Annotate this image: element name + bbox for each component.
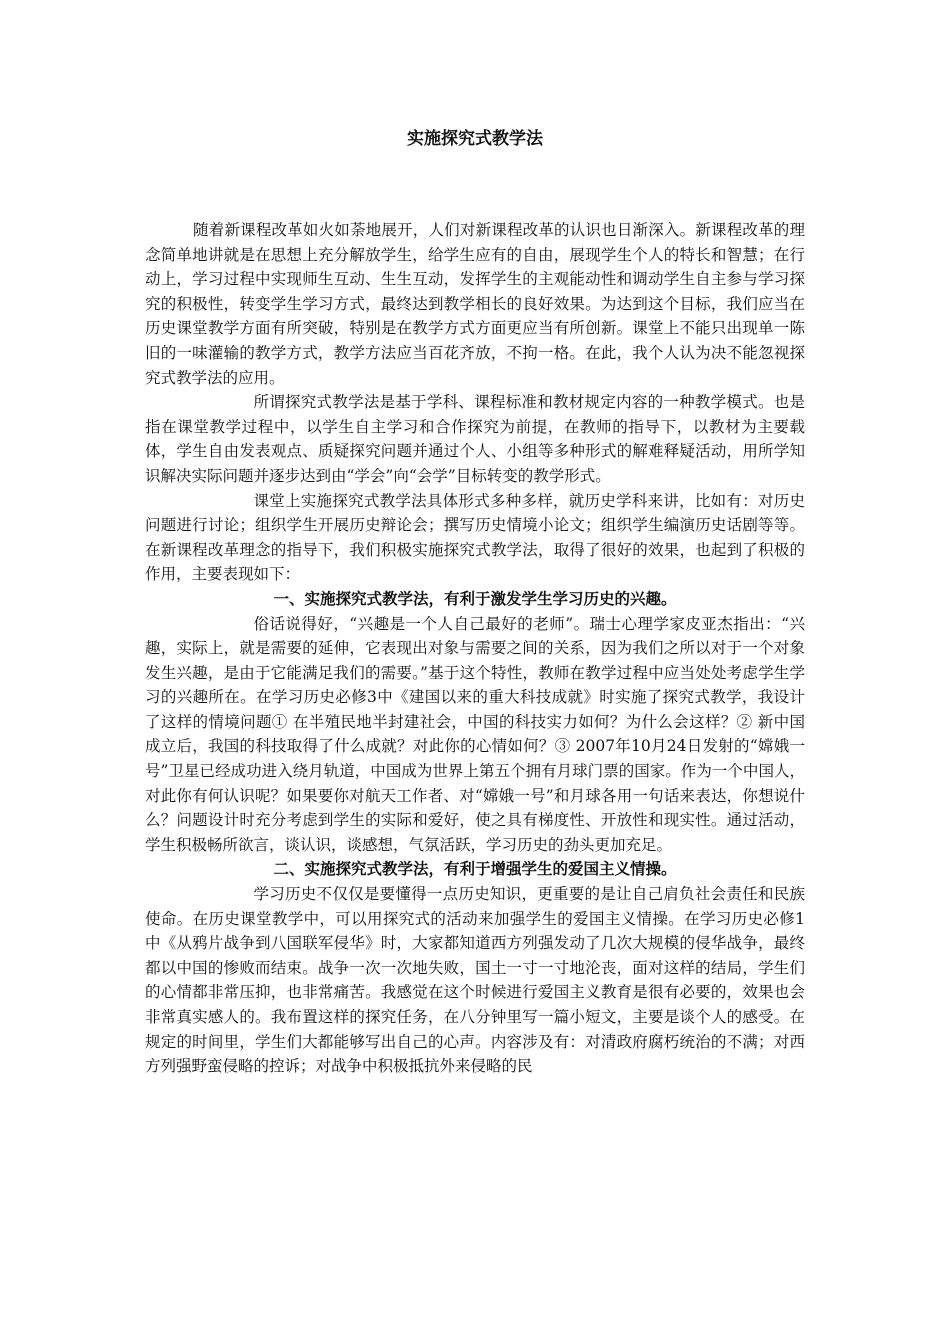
document-body xyxy=(145,218,805,1079)
paragraph-intro: 随着新课程改革如火如荼地展开，人们对新课程改革的认识也日渐深入。新课程改革的理念简单地讲就是在思想上充分解放学生，给学生应有的自由，展现学生个人的特长和智慧；在行动上，学习过程中实现师生互动、生生互动，发挥学生的主观能动性和调动学生自主参与学习探究的积极性，转变学生学习方式，最终达到教学相长的良好效果。为达到这个目标，我们应当在历史课堂教学方面有所突破，特别是在教学方式方面更应当有所创新。课堂上不能只出现单一陈旧的一味灌输的教学方式，教学方法应当百花齐放，不拘一格。在此，我个人认为决不能忽视探究式教学法的应用。 xyxy=(145,221,805,387)
section-heading-2: 二、实施探究式教学法，有利于增强学生的爱国主义情操。 xyxy=(273,859,677,879)
paragraph-definition: 所谓探究式教学法是基于学科、课程标准和教材规定内容的一种教学模式。也是指在课堂教学过程中，以学生自主学习和合作探究为前提，在教师的指导下，以教材为主要载体，学生自由发表观点、质疑探究问题并通过个人、小组等多种形式的解难释疑活动，用所学知识解决实际问题并逐步达到由“学会”向“会学”目标转变的教学形式。 xyxy=(145,393,805,485)
document-title: 实施探究式教学法 xyxy=(407,129,543,149)
section-heading-1: 一、实施探究式教学法，有利于激发学生学习历史的兴趣。 xyxy=(273,588,677,608)
paragraph-forms: 课堂上实施探究式教学法具体形式多种多样，就历史学科来讲，比如有：对历史问题进行讨论；组织学生开展历史辩论会；撰写历史情境小论文；组织学生编演历史话剧等等。在新课程改革理念的指导下，我们积极实施探究式教学法，取得了很好的效果，也起到了积极的作用，主要表现如下： xyxy=(145,491,805,584)
paragraph-patriotism: 学习历史不仅仅是要懂得一点历史知识，更重要的是让自己肩负社会责任和民族使命。在历史课堂教学中，可以用探究式的活动来加强学生的爱国主义情操。在学习历史必修1中《从鸦片战争到八国联军侵华》时，大家都知道西方列强发动了几次大规模的侵华战争，最终都以中国的惨败而结束。战争一次一次地失败，国土一寸一寸地沦丧，面对这样的结局，学生们的心情都非常压抑，也非常痛苦。我感觉在这个时候进行爱国主义教育是很有必要的，效果也会非常真实感人的。我布置这样的探究任务，在八分钟里写一篇小短文，主要是谈个人的感受。在规定的时间里，学生们大都能够写出自己的心声。内容涉及有：对清政府腐朽统治的不满；对西方列强野蛮侵略的控诉；对战争中积极抵抗外来侵略的民 xyxy=(145,885,805,1076)
paragraph-interest: 俗话说得好，“兴趣是一个人自己最好的老师”。瑞士心理学家皮亚杰指出：“兴趣，实际上，就是需要的延伸，它表现出对象与需要之间的关系，因为我们之所以对于一个对象发生兴趣，是由于它能满足我们的需要。”基于这个特性，教师在教学过程中应当处处考虑学生学习的兴趣所在。在学习历史必修3中《建国以来的重大科技成就》时实施了探究式教学，我设计了这样的情境问题① 在半殖民地半封建社会，中国的科技实力如何？为什么会这样？② 新中国成立后，我国的科技取得了什么成就？对此你的心情如何？③ 2007年10月24日发射的“嫦娥一号”卫星已经成功进入绕月轨道，中国成为世界上第五个拥有月球门票的国家。作为一个中国人，对此你有何认识呢？如果要你对航天工作者、对“嫦娥一号”和月球各用一句话来表达，你想说什么？问题设计时充分考虑到学生的实际和爱好，使之具有梯度性、开放性和现实性。通过活动，学生积极畅所欲言，谈认识，谈感想，气氛活跃，学习历史的劲头更加充足。 xyxy=(145,614,805,854)
